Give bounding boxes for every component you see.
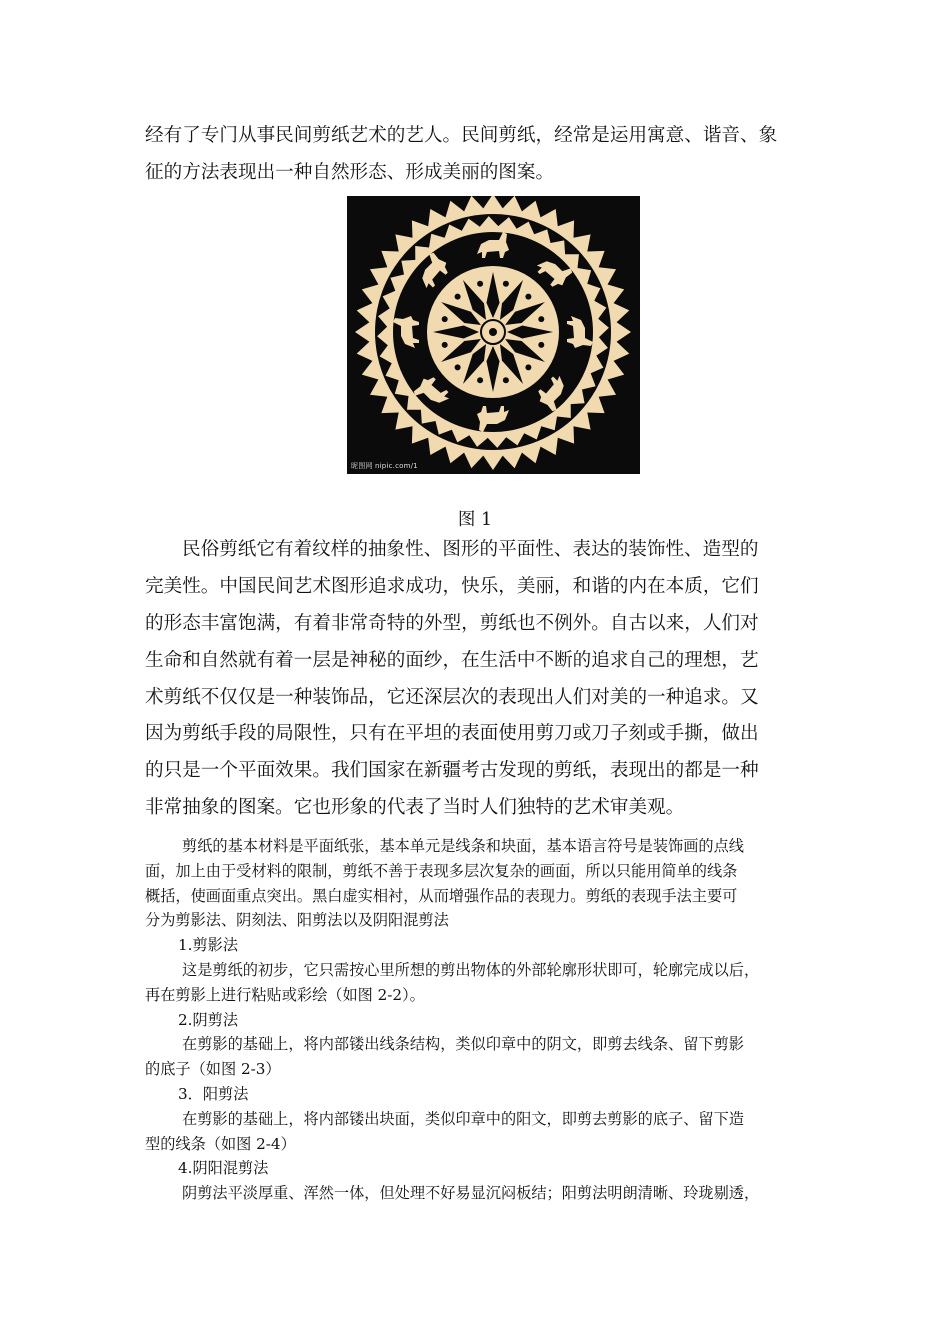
papercut-figure	[347, 196, 640, 474]
details-line: 面，加上由于受材料的限制，剪纸不善于表现多层次复杂的画面，所以只能用简单的线条	[145, 861, 738, 880]
details-line: 阴剪法平淡厚重、浑然一体，但处理不好易显沉闷板结；阳剪法明朗清晰、玲珑剔透，	[182, 1184, 760, 1203]
rosette-dot-cut	[503, 281, 509, 287]
rosette-dot-cut	[525, 294, 531, 300]
body-line: 民俗剪纸它有着纹样的抽象性、图形的平面性、表达的装饰性、造型的	[182, 539, 759, 560]
body-line: 非常抽象的图案。它也形象的代表了当时人们独特的艺术审美观。	[145, 797, 685, 819]
details-line: 概括，使画面重点突出。黑白虚实相衬，从而增强作品的表现力。剪纸的表现手法主要可	[145, 886, 738, 905]
details-line: 剪纸的基本材料是平面纸张，基本单元是线条和块面，基本语言符号是装饰画的点线	[182, 837, 744, 855]
details-line: 在剪影的基础上，将内部镂出块面，类似印章中的阳文，即剪去剪影的底子、留下造	[182, 1109, 744, 1128]
intro-line: 经有了专门从事民间剪纸艺术的艺人。民间剪纸，经常是运用寓意、谐音、象	[145, 125, 778, 146]
details-line: 这是剪纸的初步，它只需按心里所想的剪出物体的外部轮廓形状即可，轮廓完成以后，	[182, 960, 760, 979]
rosette-dot-cut	[538, 342, 544, 348]
intro-paragraph	[145, 118, 805, 192]
rosette-dot-cut	[538, 316, 544, 322]
rosette-dot-cut	[455, 364, 461, 370]
center-dot	[489, 328, 497, 336]
papercut-image	[347, 196, 640, 474]
details-line: 型的线条（如图 2-4）	[145, 1134, 296, 1153]
section-heading: 4.阴阳混剪法	[178, 1159, 269, 1178]
details-line: 的底子（如图 2-3）	[145, 1060, 281, 1079]
rosette-dot-cut	[525, 364, 531, 370]
body-paragraph	[145, 532, 805, 827]
details-line: 分为剪影法、阴刻法、阳剪法以及阴阳混剪法	[145, 911, 449, 930]
body-line: 生命和自然就有着一层是神秘的面纱，在生活中不断的追求自己的理想，艺	[145, 649, 759, 671]
body-line: 完美性。中国民间艺术图形追求成功，快乐，美丽，和谐的内在本质，它们	[145, 575, 759, 597]
details-line: 在剪影的基础上，将内部镂出线条结构，类似印章中的阴文，即剪去线条、留下剪影	[182, 1035, 744, 1054]
rosette-dot-cut	[455, 294, 461, 300]
section-heading: 1.剪影法	[178, 936, 239, 955]
intro-line: 征的方法表现出一种自然形态、形成美丽的图案。	[145, 161, 555, 183]
details-line: 再在剪影上进行粘贴或彩绘（如图 2-2）。	[145, 985, 425, 1004]
details-section	[145, 834, 813, 1206]
figure-watermark: 昵图网 nipic.com/1	[351, 462, 418, 470]
rosette-dot-cut	[442, 342, 448, 348]
rosette-dot-cut	[503, 377, 509, 383]
section-heading: 2.阴剪法	[178, 1010, 239, 1029]
body-line: 术剪纸不仅仅是一种装饰品，它还深层次的表现出人们对美的一种追求。又	[145, 686, 759, 708]
rosette-dot-cut	[477, 377, 483, 383]
body-line: 因为剪纸手段的局限性，只有在平坦的表面使用剪刀或刀子刻或手撕，做出	[145, 723, 759, 745]
figure-caption: 图 1	[457, 510, 493, 530]
body-line: 的形态丰富饱满，有着非常奇特的外型，剪纸也不例外。自古以来，人们对	[145, 612, 759, 634]
rosette-dot-cut	[477, 281, 483, 287]
body-line: 的只是一个平面效果。我们国家在新疆考古发现的剪纸，表现出的都是一种	[145, 760, 759, 782]
section-heading: 3．阳剪法	[178, 1084, 249, 1103]
rosette-dot-cut	[442, 316, 448, 322]
